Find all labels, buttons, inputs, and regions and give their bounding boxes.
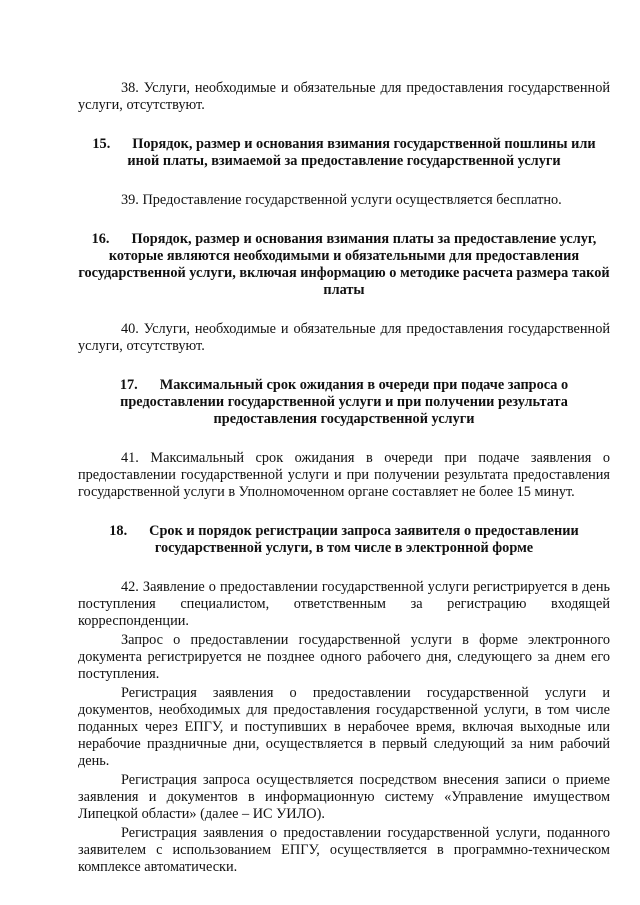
- section-heading-15: [78, 136, 610, 170]
- paragraph-38: 38. Услуги, необходимые и обязательные для предоставления государственной услуги, отсутствуют.: [78, 80, 610, 113]
- section-number: 17.: [119, 377, 138, 393]
- section-title: Порядок, размер и основания взимания государственной пошлины или иной платы, взимаемой за предоставление государственной услуги: [127, 136, 596, 169]
- section-heading-16: [78, 231, 610, 299]
- paragraph-41: 41. Максимальный срок ожидания в очереди при подаче заявления о предоставлении государственной услуги и при получении результата предоставления государственной услуги в Уполномоченном органе составляет не более 15 минут.: [78, 450, 610, 500]
- section-title: Срок и порядок регистрации запроса заявителя о предоставлении государственной услуги, в том числе в электронной форме: [149, 523, 579, 556]
- section-title: Максимальный срок ожидания в очереди при подаче запроса о предоставлении государственной услуги и при получении результата предоставления государственной услуги: [120, 377, 569, 427]
- section-number: 18.: [109, 523, 128, 539]
- section-title: Порядок, размер и основания взимания платы за предоставление услуг, которые являются необходимыми и обязательными для предоставления государственной услуги, включая информацию о методике расчета размера такой платы: [78, 231, 610, 298]
- paragraph-40: 40. Услуги, необходимые и обязательные для предоставления государственной услуги, отсутствуют.: [78, 321, 610, 354]
- paragraph-42: 42. Заявление о предоставлении государственной услуги регистрируется в день поступления специалистом, ответственным за регистрацию входящей корреспонденции.: [78, 579, 610, 629]
- section-heading-17: [78, 377, 610, 428]
- paragraph-42-record: Регистрация запроса осуществляется посредством внесения записи о приеме заявления и документов в информационную систему «Управление имуществом Липецкой области» (далее – ИС УИЛО).: [78, 772, 610, 822]
- section-number: 16.: [91, 231, 110, 247]
- section-heading-18: [78, 523, 610, 557]
- section-number: 15.: [92, 136, 111, 152]
- document-page: [78, 80, 610, 876]
- paragraph-39: 39. Предоставление государственной услуги осуществляется бесплатно.: [121, 192, 562, 208]
- paragraph-42-epgu: Регистрация заявления о предоставлении государственной услуги, поданного заявителем с использованием ЕПГУ, осуществляется в программно-техническом комплексе автоматически.: [78, 825, 610, 875]
- paragraph-42-electronic: Запрос о предоставлении государственной услуги в форме электронного документа регистрируется не позднее одного рабочего дня, следующего за днем его поступления.: [78, 632, 610, 682]
- paragraph-42-registration: Регистрация заявления о предоставлении государственной услуги и документов, необходимых для предоставления государственной услуги, в том числе поданных через ЕПГУ, и поступивших в нерабочее время, включая выходные или нерабочие праздничные дни, осуществляется в первый следующий за ним рабочий день.: [78, 685, 610, 769]
